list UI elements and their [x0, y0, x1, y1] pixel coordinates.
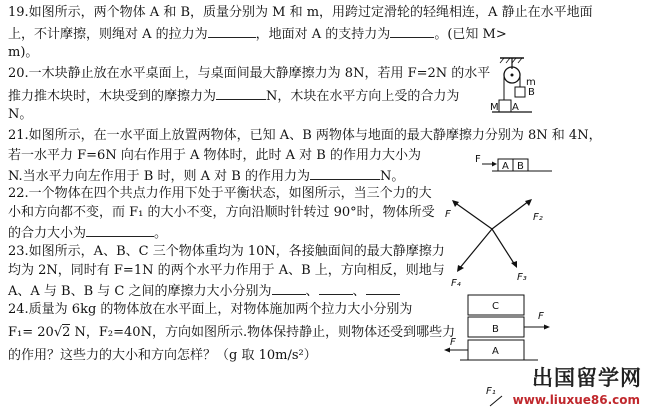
pulley-label-A: A — [512, 102, 519, 113]
force-f1-line — [454, 202, 492, 229]
stack-label-F-top: F — [538, 311, 544, 322]
blocks-ab-figure — [474, 152, 554, 176]
blocks-label-B: B — [517, 161, 524, 172]
q19-blank-2[interactable] — [390, 25, 434, 38]
q20-blank-1[interactable] — [216, 87, 266, 100]
q20-text-a: 推力推木块时，木块受到的摩擦力为 — [8, 89, 217, 104]
q20-text-b: N，木块在水平方向上受的合力为 — [266, 89, 460, 104]
force-f3-head — [511, 261, 517, 268]
q19-text-a: 上，不计摩擦，则绳对 A 的拉力为 — [8, 27, 208, 42]
q22-line3 — [8, 224, 167, 242]
watermark-url[interactable]: www.liuxue86.com — [512, 393, 640, 407]
stack-label-F-bottom: F — [450, 337, 456, 348]
q22-text-b: 。 — [154, 226, 168, 241]
force-f4-line — [459, 229, 492, 269]
q23-line3 — [8, 282, 400, 300]
q20-line1: 20.一木块静止放在水平桌面上，与桌面间最大静摩擦力为 8N，若用 F=2N 的水平 — [8, 66, 491, 81]
block-m — [515, 87, 525, 97]
stack-force-right-head — [544, 325, 550, 330]
q23-blank-1[interactable] — [272, 282, 306, 295]
blocks-label-A: A — [502, 161, 509, 172]
q24-text-c: N，F₂=40N，方向如图所示.物体保持静止，则物体还受到哪些力 — [70, 325, 456, 340]
force-f3-line — [492, 229, 515, 265]
block-M — [499, 100, 511, 112]
watermark-title: 出国留学网 — [532, 366, 642, 390]
q23-blank-2[interactable] — [319, 282, 353, 295]
q22-line2: 小和方向都不变，而 F₁ 的大小不变，方向沿顺时针转过 90°时，物体所受 — [8, 205, 435, 220]
pulley-label-m: m — [526, 77, 536, 88]
q20-line3: N。 — [8, 107, 33, 122]
force-f4-head — [457, 265, 464, 272]
stack-label-A: A — [492, 346, 499, 357]
pulley-label-B: B — [528, 87, 535, 98]
q19-line3: m)。 — [8, 45, 39, 60]
force-arrow-head — [492, 162, 497, 167]
stack-label-B: B — [492, 324, 499, 335]
force-f2-line — [492, 201, 529, 229]
q21-text-a: N.当水平力向左作用于 B 时，则 A 对 B 的作用力为 — [8, 169, 310, 184]
hatch-1 — [500, 58, 504, 63]
pulley-label-M: M — [490, 102, 499, 113]
next-label-F1: F₁ — [486, 386, 496, 397]
q19-text-b: ，地面对 A 的支持力为 — [255, 27, 391, 42]
q24-line1: 24.质量为 6kg 的物体放在水平面上，对物体施加两个拉力大小分别为 — [8, 302, 413, 317]
q19-blank-1[interactable] — [208, 25, 256, 38]
forces-label-F3: F₃ — [517, 272, 527, 283]
q23-text-c: 、 — [352, 284, 366, 299]
stack-label-C: C — [492, 301, 499, 312]
q24-text-a: F₁= 20 — [8, 325, 54, 340]
blocks-label-F: F — [475, 154, 481, 165]
q24-line2 — [8, 325, 455, 341]
sqrt-symbol: √ — [53, 325, 63, 340]
q19-text-c: 。(已知 M> — [434, 27, 507, 42]
stack-figure — [438, 292, 558, 367]
forces-label-F2: F₂ — [533, 212, 543, 223]
hatch-2 — [506, 58, 510, 63]
q19-line1: 19.如图所示，两个物体 A 和 B，质量分别为 M 和 m，用跨过定滑轮的轻绳相连，A 静止在水平地面 — [8, 5, 593, 20]
pulley-axle — [511, 74, 514, 77]
q23-blank-3[interactable] — [366, 282, 400, 295]
q21-line2: 若一水平力 F=6N 向右作用于 A 物体时，此时 A 对 B 的作用力大小为 — [8, 148, 421, 163]
q22-line1: 22.一个物体在四个共点力作用下处于平衡状态，如图所示，当三个力的大 — [8, 186, 432, 201]
q23-line1: 23.如图所示，A、B、C 三个物体重均为 10N，各接触面间的最大静摩擦力 — [8, 244, 445, 259]
q22-text-a: 的合力大小为 — [8, 226, 87, 241]
forces-figure — [440, 192, 560, 287]
q23-line2: 均为 2N，同时有 F=1N 的两个水平力作用于 A、B 上，方向相反，则地与 — [8, 263, 445, 278]
q21-line3 — [8, 167, 404, 185]
q20-line2 — [8, 87, 459, 105]
q21-text-b: N。 — [379, 169, 405, 184]
force-f1-head — [452, 200, 459, 207]
next-force-line — [490, 396, 502, 406]
q21-line1: 21.如图所示，在一水平面上放置两物体，已知 A、B 两物体与地面的最大静摩擦力分别为 8N 和 4N， — [8, 128, 602, 143]
sqrt-radicand: 2 — [62, 325, 71, 340]
q23-text-b: 、 — [305, 284, 319, 299]
q22-blank-1[interactable] — [86, 224, 154, 237]
forces-label-F: F — [445, 209, 451, 220]
q19-line2 — [8, 25, 507, 43]
q23-text-a: A、A 与 B、B 与 C 之间的摩擦力大小分别为 — [8, 284, 272, 299]
q21-blank-1[interactable] — [310, 167, 380, 180]
q24-line3: 的作用？这些力的大小和方向怎样？（g 取 10m/s²） — [8, 348, 317, 363]
forces-label-F4: F₄ — [451, 278, 461, 289]
pulley-figure — [490, 55, 560, 125]
hatch-4 — [518, 58, 522, 63]
stack-force-left-head — [444, 348, 450, 353]
